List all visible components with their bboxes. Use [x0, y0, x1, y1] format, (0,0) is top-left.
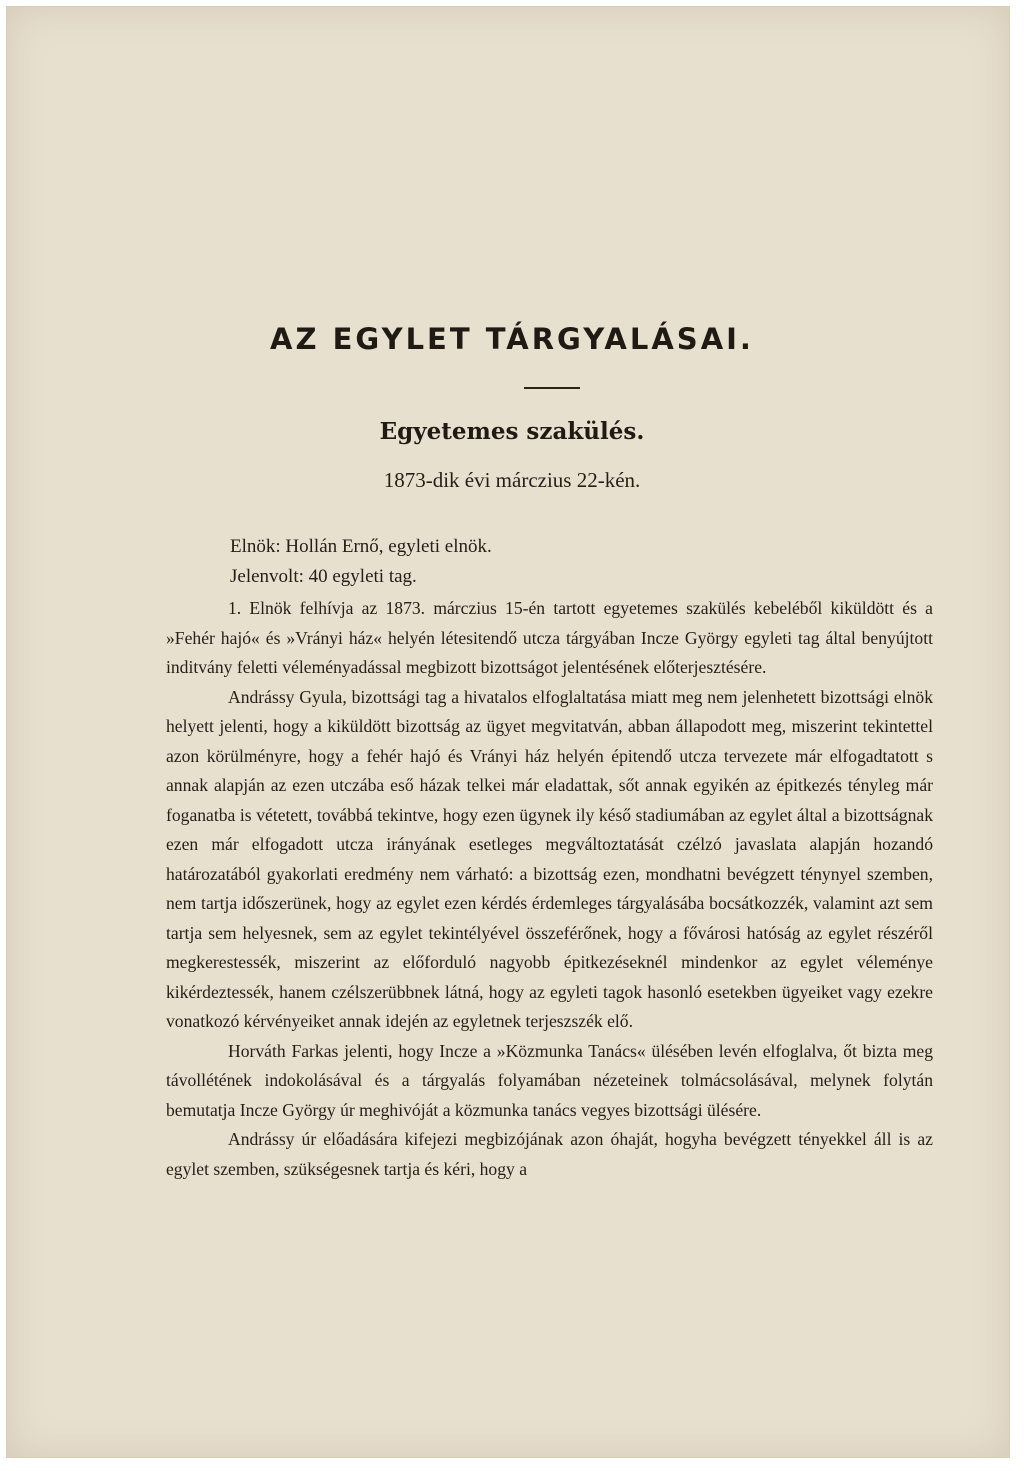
attendance-line: Jelenvolt: 40 egyleti tag.	[230, 566, 417, 587]
paragraph-horvath-report: Horváth Farkas jelenti, hogy Incze a »Közmunka Tanács« ülésében levén elfoglalva, őt bizta meg távollétének indokolásával és a tárgyalás folyamában nézeteinek tolmácsolásával, melynek folytán bemutatja Incze György úr meghivóját a közmunka tanács vegyes bizottsági ülésére.	[166, 1040, 933, 1120]
section-heading: AZ EGYLET TÁRGYALÁSAI.	[270, 322, 754, 356]
session-date: 1873-dik évi márczius 22-kén.	[383, 468, 641, 492]
heading-divider	[524, 387, 580, 389]
paragraph-andrassy-report: Andrássy Gyula, bizottsági tag a hivatalos elfoglaltatása miatt meg nem jelenhetett bizottsági elnök helyett jelenti, hogy a kiküldött bizottság az ügyet megvitatván, abban állapodott meg, miszerint tekintettel azon körülményre, hogy a fehér hajó és Vrányi ház helyén épitendő utcza tervezete már elfogadtatott s annak alapján az ezen utczába eső házak telkei már eladattak, sőt annak egyikén az épitkezés tényleg már foganatba is vétetett, továbbá tekintve, hogy ezen ügynek ily késő stadiumában az egylet által a bizottságnak ezen már elfogadott utcza irányának esetleges megváltoztatását czélzó javaslata alapján hozandó határozatából gyakorlati eredmény nem várható: a bizottság ezen, mondhatni bevégzett ténynyel szemben, nem tartja időszerünek, hogy az egylet ezen kérdés érdemleges tárgyalásába bocsátkozzék, valamint azt sem tartja sem helyesnek, sem az egylet tekintélyével összeférőnek, hogy a fővárosi hatóság az egylet részéről megkerestessék, miszerint az előforduló nagyobb épitkezéseknél mindenkor az egylet véleménye kikérdeztessék, hanem czélszerübbnek látná, hogy az egyleti tagok hasonló esetekben ügyeiket vagy ezekre vonatkozó kérvényeiket annak idején az egyletnek terjeszszék elő.	[166, 686, 933, 1031]
session-title: Egyetemes szakülés.	[379, 418, 645, 445]
paragraph-andrassy-reply: Andrássy úr előadására kifejezi megbizójának azon óhaját, hogyha bevégzett tényekkel áll is az egylet szemben, szükségesnek tartja és kéri, hogy a	[166, 1129, 933, 1179]
paragraph-item-1: 1. Elnök felhívja az 1873. márczius 15-én tartott egyetemes szakülés kebeléből kiküldött és a »Fehér hajó« és »Vrányi ház« helyén létesitendő utcza tárgyában Incze György egyleti tag által benyújtott inditvány feletti véleményadással megbizott bizottságot jelentésének előterjesztésére.	[166, 598, 933, 677]
chair-line: Elnök: Hollán Ernő, egyleti elnök.	[230, 536, 492, 557]
minutes-body	[166, 594, 933, 1184]
